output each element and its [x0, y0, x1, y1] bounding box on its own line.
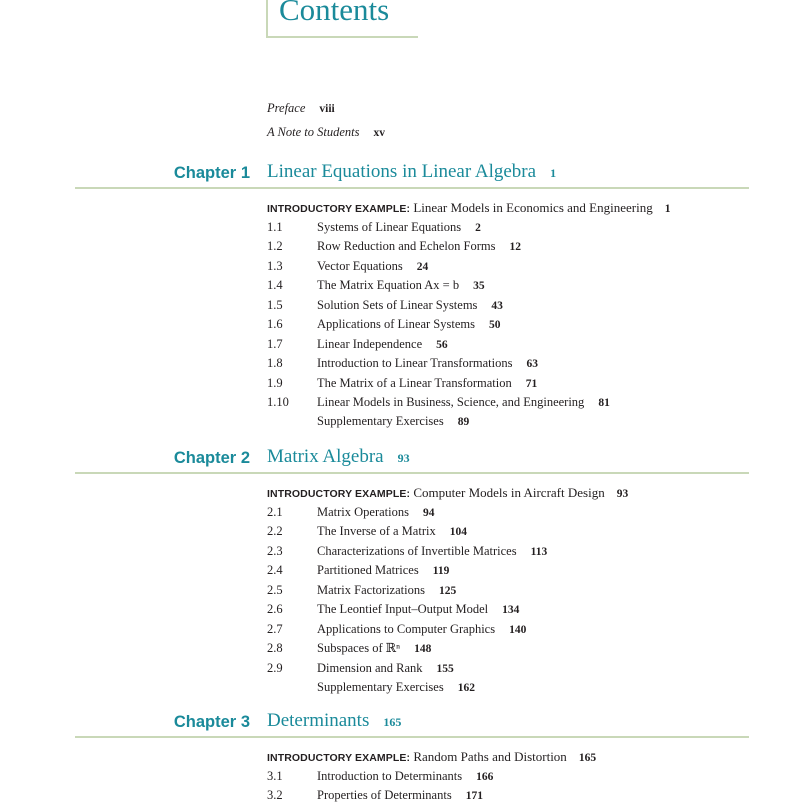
section-number: 1.3: [267, 258, 283, 273]
section-number: 2.4: [267, 563, 283, 578]
section-title: The Leontief Input–Output Model: [317, 602, 489, 617]
section-title: Matrix Factorizations: [317, 582, 425, 597]
chapter-label: Chapter 1: [173, 164, 250, 182]
front-matter-title: Preface: [267, 101, 306, 115]
section-title: The Matrix Equation Ax = b: [317, 278, 460, 293]
page-title: Contents: [279, 0, 390, 27]
section-number: 2.8: [267, 641, 283, 656]
chapter-divider: [75, 187, 749, 189]
section-page: 71: [525, 377, 538, 390]
section-title: The Matrix of a Linear Transformation: [317, 375, 512, 390]
section-number: 1.10: [267, 394, 289, 409]
section-number: 2.9: [267, 660, 283, 675]
intro-title: Random Paths and Distortion: [413, 749, 567, 764]
introductory-example[interactable]: [267, 484, 628, 503]
intro-page: 93: [616, 488, 629, 500]
section-title: Linear Models in Business, Science, and Engineering: [317, 394, 585, 409]
section-page: 155: [436, 662, 454, 675]
section-page: 2: [475, 222, 481, 234]
section-page: 125: [438, 584, 457, 597]
chapter-title-link[interactable]: [267, 709, 401, 734]
chapter-divider: [75, 736, 749, 738]
chapter-title-link[interactable]: [267, 160, 556, 185]
section-number: 1.1: [267, 220, 283, 234]
section-title: Subspaces of ℝⁿ: [317, 641, 401, 656]
section-number: 2.7: [267, 621, 283, 636]
intro-page: 165: [578, 752, 597, 764]
chapter-page: 1: [550, 166, 557, 180]
section-number: 1.9: [267, 375, 283, 390]
front-matter-page: viii: [319, 103, 335, 115]
section-number: 1.2: [267, 239, 283, 254]
section-number: 3.2: [267, 788, 283, 803]
section-page: 113: [530, 545, 548, 558]
section-title: Characterizations of Invertible Matrices: [317, 543, 517, 558]
section-page: 148: [414, 643, 432, 656]
section-page: 24: [416, 260, 429, 273]
section-title: Applications to Computer Graphics: [317, 621, 496, 636]
section-title: Supplementary Exercises: [317, 414, 444, 429]
section-title: Properties of Determinants: [317, 788, 452, 803]
section-number: 1.5: [267, 297, 283, 312]
section-page: 140: [509, 623, 527, 636]
chapter-label: Chapter 2: [173, 449, 250, 467]
front-matter-page: xv: [373, 127, 385, 139]
section-title: Partitioned Matrices: [317, 563, 419, 578]
section-title: Introduction to Determinants: [317, 769, 463, 783]
section-page: 81: [598, 396, 610, 409]
section-title: Introduction to Linear Transformations: [317, 356, 513, 371]
section-number: 1.6: [267, 317, 283, 332]
section-page: 12: [509, 241, 521, 254]
section-page: 43: [491, 299, 503, 312]
chapter-title-link[interactable]: [267, 445, 410, 470]
section-title: Solution Sets of Linear Systems: [317, 297, 478, 312]
section-page: 104: [449, 526, 467, 539]
front-matter-preface[interactable]: [267, 101, 335, 116]
front-matter-note-to-students[interactable]: [267, 125, 385, 140]
intro-label: INTRODUCTORY EXAMPLE:: [267, 203, 411, 215]
chapter-title: Linear Equations in Linear Algebra: [267, 161, 537, 182]
intro-title: Linear Models in Economics and Engineering: [413, 200, 653, 215]
chapter-title: Matrix Algebra: [267, 446, 384, 467]
section-number: 2.3: [267, 543, 283, 558]
section-number: 2.2: [267, 524, 283, 539]
front-matter-title: A Note to Students: [267, 125, 360, 139]
section-title: Linear Independence: [317, 336, 423, 351]
section-number: 1.4: [267, 278, 283, 293]
section-title: Dimension and Rank: [317, 660, 423, 675]
intro-page: 1: [664, 203, 671, 215]
introductory-example[interactable]: [267, 199, 670, 218]
section-number: 2.6: [267, 602, 283, 617]
section-title: Applications of Linear Systems: [317, 317, 475, 332]
intro-title: Computer Models in Aircraft Design: [413, 485, 605, 500]
chapter-title: Determinants: [267, 710, 370, 731]
intro-label: INTRODUCTORY EXAMPLE:: [267, 488, 411, 500]
section-title: Systems of Linear Equations: [317, 220, 462, 234]
section-page: 94: [423, 507, 435, 519]
section-number: 1.7: [267, 336, 283, 351]
section-title: The Inverse of a Matrix: [317, 524, 436, 539]
intro-label: INTRODUCTORY EXAMPLE:: [267, 752, 411, 764]
chapter-page: 165: [383, 715, 402, 729]
section-page: 171: [465, 790, 483, 803]
section-page: 134: [502, 604, 520, 617]
section-page: 166: [476, 771, 494, 783]
section-number: 3.1: [267, 769, 283, 783]
section-page: 89: [457, 416, 470, 429]
section-title: Matrix Operations: [317, 505, 409, 519]
section-number: 2.1: [267, 505, 283, 519]
section-title: Supplementary Exercises: [317, 679, 444, 694]
chapter-page: 93: [397, 451, 410, 465]
section-page: 56: [436, 338, 448, 351]
section-title: Row Reduction and Echelon Forms: [317, 239, 496, 254]
section-page: 50: [488, 319, 501, 332]
section-title: Vector Equations: [317, 258, 403, 273]
section-page: 35: [473, 280, 485, 293]
section-page: 119: [432, 565, 450, 578]
section-page: 63: [526, 358, 538, 371]
section-page: 162: [457, 681, 475, 694]
introductory-example[interactable]: [267, 748, 596, 767]
section-number: 2.5: [267, 582, 283, 597]
chapter-divider: [75, 472, 749, 474]
section-number: 1.8: [267, 356, 283, 371]
chapter-label: Chapter 3: [173, 713, 250, 731]
